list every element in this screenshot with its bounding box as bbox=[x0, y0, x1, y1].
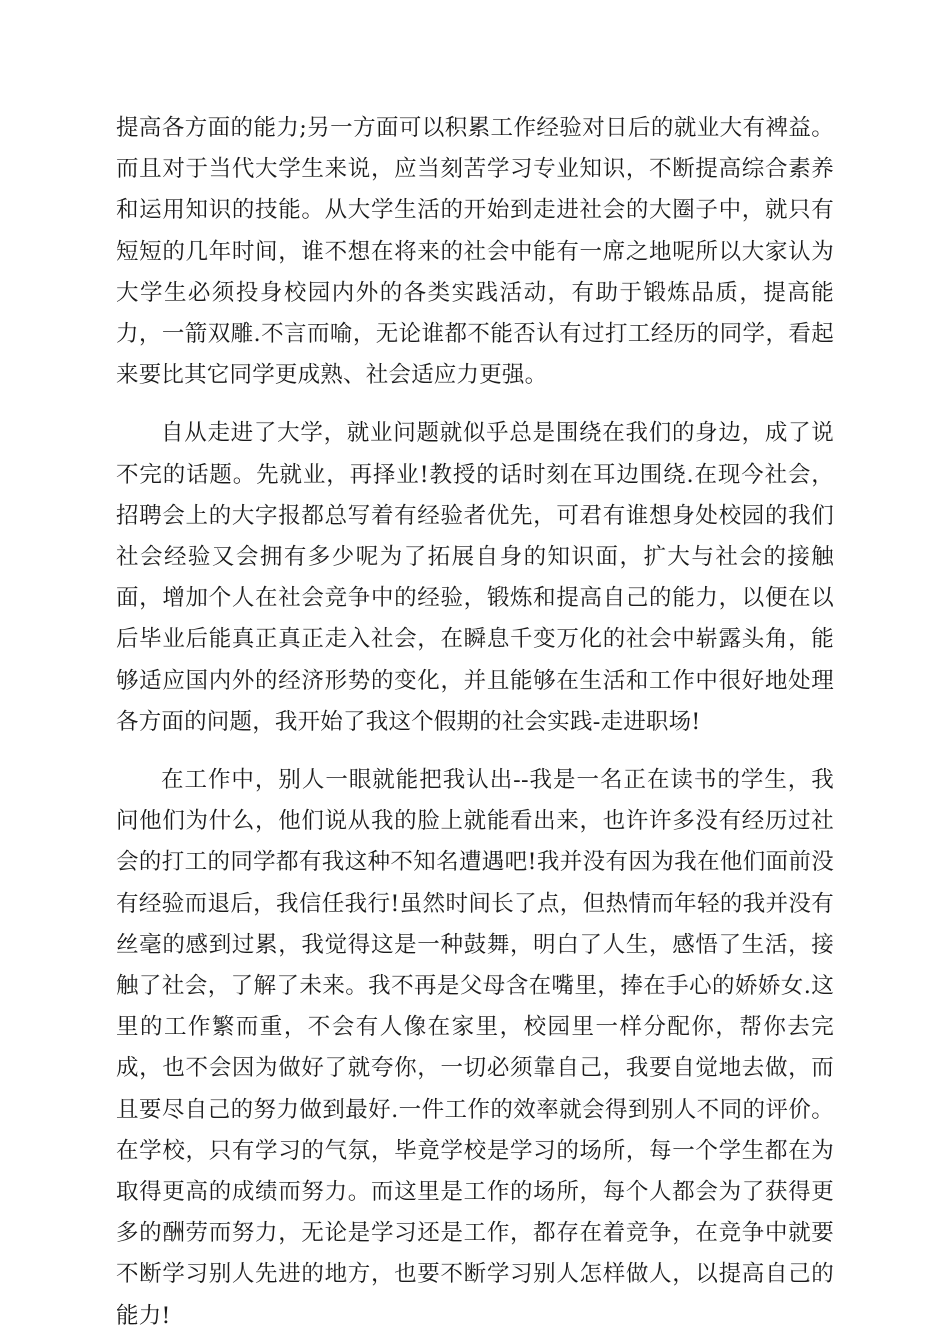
document-body bbox=[116, 108, 834, 1337]
paragraph: 提高各方面的能力;另一方面可以积累工作经验对日后的就业大有裨益。而且对于当代大学生来说，应当刻苦学习专业知识，不断提高综合素养和运用知识的技能。从大学生活的开始到走进社会的大圈子中，就只有短短的几年时间，谁不想在将来的社会中能有一席之地呢所以大家认为大学生必须投身校园内外的各类实践活动，有助于锻炼品质，提高能力，一箭双雕.不言而喻，无论谁都不能否认有过打工经历的同学，看起来要比其它同学更成熟、社会适应力更强。 bbox=[116, 115, 834, 389]
paragraph: 自从走进了大学，就业问题就似乎总是围绕在我们的身边，成了说不完的话题。先就业，再择业!教授的话时刻在耳边围绕.在现今社会，招聘会上的大字报都总写着有经验者优先，可君有谁想身处校园的我们社会经验又会拥有多少呢为了拓展自身的知识面，扩大与社会的接触面，增加个人在社会竞争中的经验，锻炼和提高自己的能力，以便在以后毕业后能真正真正走入社会，在瞬息千变万化的社会中崭露头角，能够适应国内外的经济形势的变化，并且能够在生活和工作中很好地处理各方面的问题，我开始了我这个假期的社会实践-走进职场! bbox=[116, 420, 834, 735]
paragraph: 在工作中，别人一眼就能把我认出--我是一名正在读书的学生，我问他们为什么，他们说从我的脸上就能看出来，也许许多没有经历过社会的打工的同学都有我这种不知名遭遇吧!我并没有因为我在他们面前没有经验而退后，我信任我行!虽然时间长了点，但热情而年轻的我并没有丝毫的感到过累，我觉得这是一种鼓舞，明白了人生，感悟了生活，接触了社会，了解了未来。我不再是父母含在嘴里，捧在手心的娇娇女.这里的工作繁而重，不会有人像在家里，校园里一样分配你，帮你去完成，也不会因为做好了就夸你，一切必须靠自己，我要自觉地去做，而且要尽自己的努力做到最好.一件工作的效率就会得到别人不同的评价。在学校，只有学习的气氛，毕竟学校是学习的场所，每一个学生都在为取得更高的成绩而努力。而这里是工作的场所，每个人都会为了获得更多的酬劳而努力，无论是学习还是工作，都存在着竞争，在竞争中就要不断学习别人先进的地方，也要不断学习别人怎样做人，以提高自己的能力! bbox=[116, 767, 834, 1329]
